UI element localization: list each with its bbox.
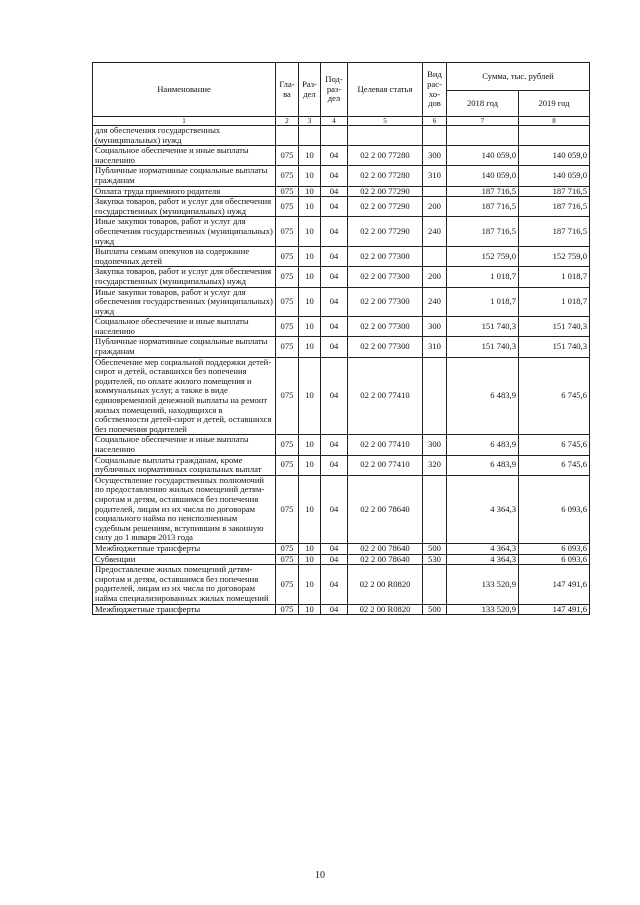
column-number: 5 <box>348 117 423 126</box>
row-name: Выплаты семьям опекунов на содержание подопечных детей <box>93 247 276 267</box>
row-subsection: 04 <box>321 267 348 287</box>
table-row <box>93 554 590 565</box>
table-row <box>93 435 590 455</box>
row-subsection: 04 <box>321 337 348 357</box>
row-chapter: 075 <box>276 317 299 337</box>
header-name: Наименование <box>93 63 276 117</box>
row-sum-2019: 140 059,0 <box>519 166 590 186</box>
table-row <box>93 543 590 554</box>
row-sum-2018: 6 483,9 <box>447 435 519 455</box>
table-row <box>93 565 590 604</box>
column-number: 3 <box>299 117 321 126</box>
row-chapter: 075 <box>276 247 299 267</box>
row-sum-2018: 152 759,0 <box>447 247 519 267</box>
row-section: 10 <box>299 186 321 197</box>
table-row <box>93 186 590 197</box>
page-number: 10 <box>315 870 325 881</box>
row-expense-type <box>423 126 447 146</box>
table-row <box>93 287 590 317</box>
row-target: 02 2 00 78640 <box>348 475 423 543</box>
header-chapter: Гла-ва <box>276 63 299 117</box>
row-section: 10 <box>299 543 321 554</box>
row-sum-2018: 187 716,5 <box>447 217 519 247</box>
row-subsection <box>321 126 348 146</box>
row-sum-2018: 133 520,9 <box>447 604 519 615</box>
column-number: 4 <box>321 117 348 126</box>
row-sum-2019 <box>519 126 590 146</box>
row-expense-type <box>423 357 447 435</box>
table-row <box>93 475 590 543</box>
row-subsection: 04 <box>321 186 348 197</box>
row-expense-type: 300 <box>423 317 447 337</box>
header-expense-type: Вид рас-хо-дов <box>423 63 447 117</box>
row-name: Публичные нормативные социальные выплаты гражданам <box>93 337 276 357</box>
row-target: 02 2 00 77300 <box>348 267 423 287</box>
row-sum-2019: 152 759,0 <box>519 247 590 267</box>
row-target: 02 2 00 77410 <box>348 357 423 435</box>
row-name: для обеспечения государственных (муниципальных) нужд <box>93 126 276 146</box>
row-target: 02 2 00 R0820 <box>348 604 423 615</box>
row-expense-type: 240 <box>423 217 447 247</box>
row-chapter: 075 <box>276 455 299 475</box>
row-target: 02 2 00 77280 <box>348 166 423 186</box>
row-sum-2019: 1 018,7 <box>519 267 590 287</box>
row-subsection: 04 <box>321 604 348 615</box>
row-chapter: 075 <box>276 337 299 357</box>
row-chapter: 075 <box>276 186 299 197</box>
row-section: 10 <box>299 357 321 435</box>
row-subsection: 04 <box>321 287 348 317</box>
row-name: Осуществление государственных полномочий по предоставлению жилых помещений детям-сиротам и детям, оставшимся без попечения родителей, лицам из их числа по договорам социального найма по неисполненным судебным решениям, вступившим в законную силу до 1 января 2013 года <box>93 475 276 543</box>
header-year-2018: 2018 год <box>447 91 519 117</box>
table-row <box>93 317 590 337</box>
row-target: 02 2 00 77280 <box>348 146 423 166</box>
row-sum-2018: 151 740,3 <box>447 337 519 357</box>
row-chapter: 075 <box>276 267 299 287</box>
row-sum-2018: 6 483,9 <box>447 357 519 435</box>
row-sum-2019: 6 745,6 <box>519 435 590 455</box>
column-number: 8 <box>519 117 590 126</box>
row-subsection: 04 <box>321 217 348 247</box>
row-sum-2019: 187 716,5 <box>519 197 590 217</box>
table-row <box>93 126 590 146</box>
row-target: 02 2 00 77300 <box>348 287 423 317</box>
row-name: Социальное обеспечение и иные выплаты населению <box>93 317 276 337</box>
row-expense-type: 300 <box>423 435 447 455</box>
header-year-2019: 2019 год <box>519 91 590 117</box>
row-expense-type: 200 <box>423 267 447 287</box>
row-sum-2019: 187 716,5 <box>519 217 590 247</box>
row-expense-type <box>423 186 447 197</box>
row-expense-type: 240 <box>423 287 447 317</box>
row-target: 02 2 00 77410 <box>348 455 423 475</box>
row-sum-2019: 1 018,7 <box>519 287 590 317</box>
table-row <box>93 604 590 615</box>
row-expense-type: 310 <box>423 337 447 357</box>
row-sum-2018: 6 483,9 <box>447 455 519 475</box>
row-name: Межбюджетные трансферты <box>93 543 276 554</box>
header-sum: Сумма, тыс. рублей <box>447 63 590 91</box>
row-sum-2018 <box>447 126 519 146</box>
table-body <box>93 126 590 615</box>
row-target: 02 2 00 78640 <box>348 543 423 554</box>
table-row <box>93 337 590 357</box>
row-subsection: 04 <box>321 435 348 455</box>
table-row <box>93 217 590 247</box>
row-sum-2018: 1 018,7 <box>447 287 519 317</box>
row-target <box>348 126 423 146</box>
row-name: Закупка товаров, работ и услуг для обеспечения государственных (муниципальных) нужд <box>93 267 276 287</box>
row-section <box>299 126 321 146</box>
table-header <box>93 63 590 126</box>
row-sum-2018: 140 059,0 <box>447 166 519 186</box>
row-chapter: 075 <box>276 146 299 166</box>
row-name: Иные закупки товаров, работ и услуг для обеспечения государственных (муниципальных) нужд <box>93 287 276 317</box>
row-target: 02 2 00 77290 <box>348 186 423 197</box>
row-subsection: 04 <box>321 565 348 604</box>
row-target: 02 2 00 78640 <box>348 554 423 565</box>
row-name: Публичные нормативные социальные выплаты гражданам <box>93 166 276 186</box>
row-section: 10 <box>299 435 321 455</box>
row-sum-2019: 6 745,6 <box>519 357 590 435</box>
row-section: 10 <box>299 604 321 615</box>
table-row <box>93 166 590 186</box>
row-chapter: 075 <box>276 604 299 615</box>
row-section: 10 <box>299 247 321 267</box>
row-section: 10 <box>299 217 321 247</box>
row-name: Предоставление жилых помещений детям-сиротам и детям, оставшимся без попечения родителей, лицам из их числа по договорам найма специализированных жилых помещений <box>93 565 276 604</box>
row-section: 10 <box>299 197 321 217</box>
row-section: 10 <box>299 267 321 287</box>
row-target: 02 2 00 77300 <box>348 337 423 357</box>
row-sum-2018: 133 520,9 <box>447 565 519 604</box>
column-number: 6 <box>423 117 447 126</box>
row-section: 10 <box>299 146 321 166</box>
row-expense-type: 500 <box>423 543 447 554</box>
row-subsection: 04 <box>321 247 348 267</box>
row-name: Оплата труда приемного родителя <box>93 186 276 197</box>
row-sum-2019: 147 491,6 <box>519 565 590 604</box>
row-sum-2019: 6 745,6 <box>519 455 590 475</box>
row-sum-2019: 6 093,6 <box>519 554 590 565</box>
row-target: 02 2 00 77300 <box>348 247 423 267</box>
row-chapter: 075 <box>276 554 299 565</box>
row-subsection: 04 <box>321 197 348 217</box>
row-name: Иные закупки товаров, работ и услуг для обеспечения государственных (муниципальных) нужд <box>93 217 276 247</box>
row-target: 02 2 00 77290 <box>348 197 423 217</box>
table-row <box>93 357 590 435</box>
row-sum-2019: 147 491,6 <box>519 604 590 615</box>
row-expense-type <box>423 475 447 543</box>
header-subsection: Под-раз-дел <box>321 63 348 117</box>
row-section: 10 <box>299 337 321 357</box>
row-subsection: 04 <box>321 455 348 475</box>
row-section: 10 <box>299 554 321 565</box>
row-sum-2018: 187 716,5 <box>447 186 519 197</box>
table-row <box>93 455 590 475</box>
row-expense-type <box>423 247 447 267</box>
row-sum-2019: 151 740,3 <box>519 337 590 357</box>
row-chapter: 075 <box>276 287 299 317</box>
row-expense-type <box>423 565 447 604</box>
row-sum-2018: 140 059,0 <box>447 146 519 166</box>
row-sum-2018: 4 364,3 <box>447 554 519 565</box>
row-name: Обеспечение мер социальной поддержки детей-сирот и детей, оставшихся без попечения родителей, по оплате жилого помещения и коммунальных услуг, а также в виде единовременной денежной выплаты на ремонт жилых помещений, находящихся в собственности детей-сирот и детей, оставшихся без попечения родителей <box>93 357 276 435</box>
header-section: Раз-дел <box>299 63 321 117</box>
row-target: 02 2 00 R0820 <box>348 565 423 604</box>
row-sum-2018: 1 018,7 <box>447 267 519 287</box>
row-expense-type: 530 <box>423 554 447 565</box>
row-section: 10 <box>299 287 321 317</box>
row-sum-2018: 4 364,3 <box>447 543 519 554</box>
column-number: 1 <box>93 117 276 126</box>
row-target: 02 2 00 77410 <box>348 435 423 455</box>
row-expense-type: 300 <box>423 146 447 166</box>
row-subsection: 04 <box>321 317 348 337</box>
row-subsection: 04 <box>321 166 348 186</box>
row-chapter: 075 <box>276 217 299 247</box>
row-expense-type: 200 <box>423 197 447 217</box>
row-target: 02 2 00 77290 <box>348 217 423 247</box>
row-sum-2018: 4 364,3 <box>447 475 519 543</box>
row-expense-type: 500 <box>423 604 447 615</box>
budget-table <box>92 62 590 615</box>
row-target: 02 2 00 77300 <box>348 317 423 337</box>
row-sum-2018: 187 716,5 <box>447 197 519 217</box>
row-sum-2019: 6 093,6 <box>519 543 590 554</box>
row-sum-2019: 6 093,6 <box>519 475 590 543</box>
row-subsection: 04 <box>321 357 348 435</box>
row-sum-2018: 151 740,3 <box>447 317 519 337</box>
column-number: 2 <box>276 117 299 126</box>
table-row <box>93 197 590 217</box>
row-expense-type: 320 <box>423 455 447 475</box>
row-name: Субвенции <box>93 554 276 565</box>
row-chapter: 075 <box>276 357 299 435</box>
row-name: Социальные выплаты гражданам, кроме публичных нормативных социальных выплат <box>93 455 276 475</box>
table-row <box>93 247 590 267</box>
row-section: 10 <box>299 455 321 475</box>
row-chapter: 075 <box>276 543 299 554</box>
row-section: 10 <box>299 565 321 604</box>
header-target: Целевая статья <box>348 63 423 117</box>
row-sum-2019: 151 740,3 <box>519 317 590 337</box>
table-row <box>93 267 590 287</box>
row-chapter: 075 <box>276 435 299 455</box>
row-section: 10 <box>299 166 321 186</box>
column-number: 7 <box>447 117 519 126</box>
row-section: 10 <box>299 475 321 543</box>
row-section: 10 <box>299 317 321 337</box>
row-chapter: 075 <box>276 475 299 543</box>
row-name: Социальное обеспечение и иные выплаты населению <box>93 146 276 166</box>
row-name: Межбюджетные трансферты <box>93 604 276 615</box>
row-subsection: 04 <box>321 554 348 565</box>
row-chapter: 075 <box>276 565 299 604</box>
row-sum-2019: 140 059,0 <box>519 146 590 166</box>
row-chapter <box>276 126 299 146</box>
row-sum-2019: 187 716,5 <box>519 186 590 197</box>
row-subsection: 04 <box>321 146 348 166</box>
row-subsection: 04 <box>321 543 348 554</box>
row-name: Закупка товаров, работ и услуг для обеспечения государственных (муниципальных) нужд <box>93 197 276 217</box>
row-name: Социальное обеспечение и иные выплаты населению <box>93 435 276 455</box>
row-expense-type: 310 <box>423 166 447 186</box>
table-row <box>93 146 590 166</box>
row-chapter: 075 <box>276 166 299 186</box>
row-subsection: 04 <box>321 475 348 543</box>
row-chapter: 075 <box>276 197 299 217</box>
